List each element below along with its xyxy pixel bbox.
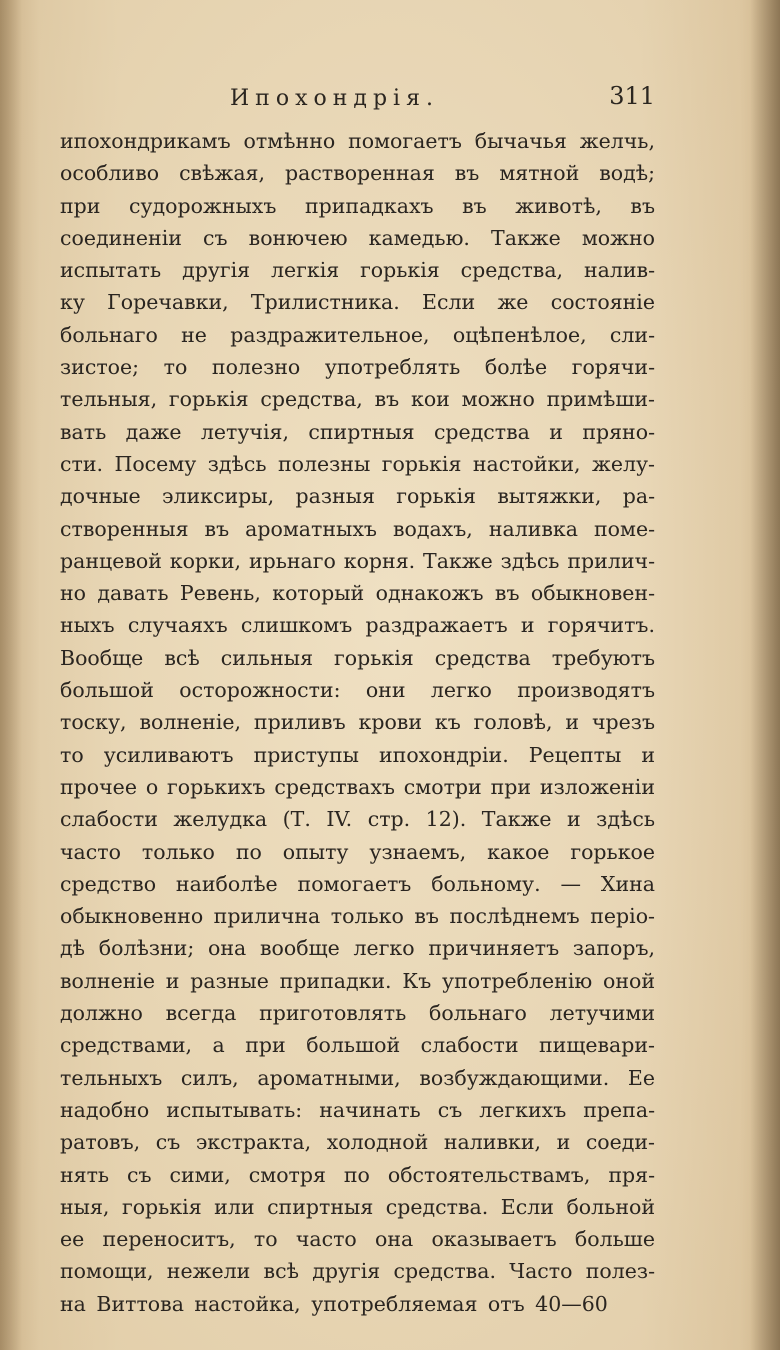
- text-line: на Виттова настойка, употребляемая отъ 40—60: [60, 1291, 608, 1316]
- text-line: соединеніи съ вонючею камедью. Также можно: [60, 225, 655, 250]
- page-number: 311: [609, 82, 655, 110]
- text-line: ипохондрикамъ отмѣнно помогаетъ бычачья желчь,: [60, 129, 655, 153]
- text-line: ратовъ, съ экстракта, холодной наливки, и соеди-: [60, 1130, 655, 1155]
- text-line: дѣ болѣзни; она вообще легко причиняетъ запоръ,: [60, 936, 655, 961]
- text-line: дочные эликсиры, разныя горькія вытяжки, ра-: [60, 484, 655, 509]
- text-line: должно всегда приготовлять больнаго летучими: [60, 1001, 655, 1026]
- text-line: помощи, нежели всѣ другія средства. Часто полез-: [60, 1259, 655, 1284]
- text-line: створенныя въ ароматныхъ водахъ, наливка поме-: [60, 516, 655, 541]
- text-line: нять съ сими, смотря по обстоятельствамъ, пря-: [60, 1162, 655, 1187]
- text-line: зистое; то полезно употреблять болѣе горячи-: [60, 355, 655, 380]
- text-line: тельныя, горькія средства, въ кои можно примѣши-: [60, 387, 655, 412]
- text-line: часто только по опыту узнаемъ, какое горькое: [60, 839, 655, 864]
- text-line: средствами, а при большой слабости пищевари-: [60, 1033, 655, 1058]
- text-line: испытать другія легкія горькія средства, налив-: [60, 258, 655, 283]
- text-line: Вообще всѣ сильныя горькія средства требуютъ: [60, 645, 655, 670]
- page-header: [60, 82, 655, 118]
- text-line: при судорожныхъ припадкахъ въ животѣ, въ: [60, 193, 655, 218]
- text-line: слабости желудка (Т. IV. стр. 12). Также и здѣсь: [60, 807, 655, 832]
- text-line: но давать Ревень, который однакожъ въ обыкновен-: [60, 581, 655, 606]
- text-line: то усиливаютъ приступы ипохондріи. Рецепты и: [60, 742, 655, 767]
- text-line: тоску, волненіе, приливъ крови къ головѣ, и чрезъ: [60, 710, 655, 735]
- text-line: средство наиболѣе помогаетъ больному. — Хина: [60, 871, 655, 896]
- text-line: надобно испытывать: начинать съ легкихъ препа-: [60, 1097, 655, 1122]
- running-head: Ипохондрія.: [230, 86, 439, 111]
- text-line: особливо свѣжая, растворенная въ мятной водѣ;: [60, 161, 655, 186]
- text-line: обыкновенно прилична только въ послѣднемъ періо-: [60, 904, 655, 929]
- text-line: ку Горечавки, Трилистника. Если же состояніе: [60, 290, 655, 315]
- text-line: большой осторожности: они легко производятъ: [60, 678, 655, 703]
- body-text: [60, 125, 655, 1320]
- text-line: ныя, горькія или спиртныя средства. Если больной: [60, 1194, 655, 1219]
- text-line: волненіе и разные припадки. Къ употребленію оной: [60, 968, 655, 993]
- text-line: ее переноситъ, то часто она оказываетъ больше: [60, 1227, 655, 1252]
- text-line: ныхъ случаяхъ слишкомъ раздражаетъ и горячитъ.: [60, 613, 655, 638]
- text-line: тельныхъ силъ, ароматными, возбуждающими. Ее: [60, 1065, 655, 1090]
- text-line: сти. Посему здѣсь полезны горькія настойки, желу-: [60, 451, 655, 476]
- text-line: ранцевой корки, ирьнаго корня. Также здѣсь прилич-: [60, 548, 655, 573]
- text-line: больнаго не раздражительное, оцѣпенѣлое, сли-: [60, 322, 655, 347]
- text-line: прочее о горькихъ средствахъ смотри при изложеніи: [60, 774, 655, 799]
- text-line: вать даже летучія, спиртныя средства и пряно-: [60, 419, 655, 444]
